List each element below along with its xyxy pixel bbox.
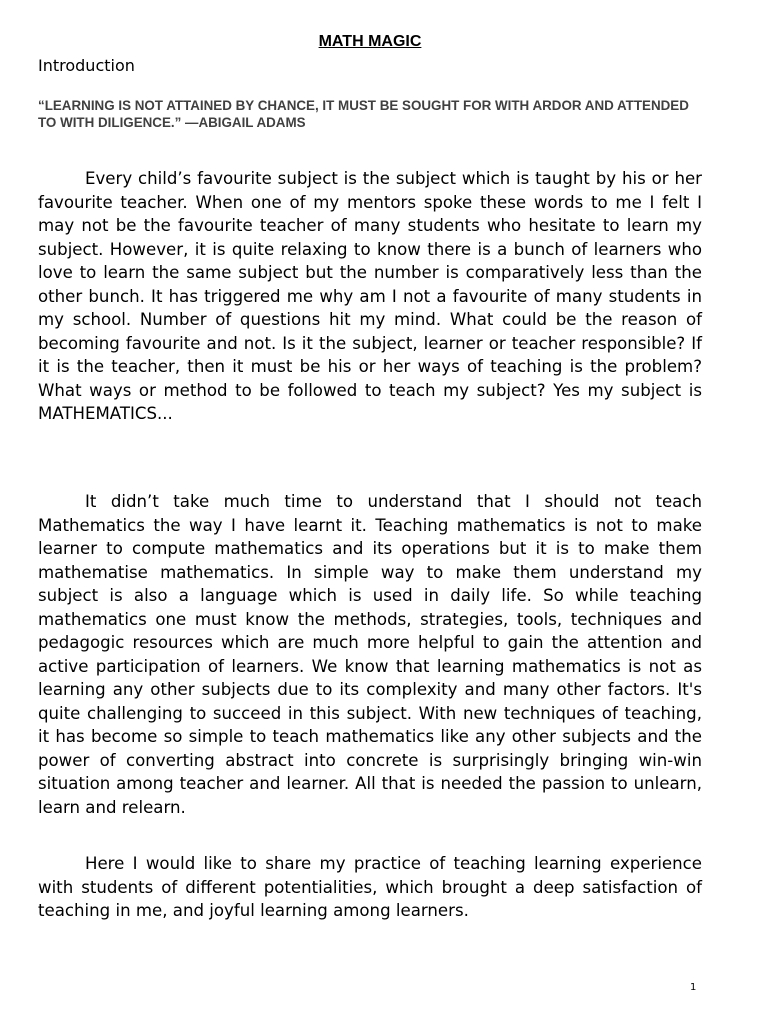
- body-paragraph-1: Every child’s favourite subject is the subject which is taught by his or her favourite teacher. When one of my mentors spoke these words to me I felt I may not be the favourite teacher of many students who hesitate to learn my subject. However, it is quite relaxing to know there is a bunch of learners who love to learn the same subject but the number is comparatively less than the other bunch. It has triggered me why am I not a favourite of many students in my school. Number of questions hit my mind. What could be the reason of becoming favourite and not. Is it the subject, learner or teacher responsible? If it is the teacher, then it must be his or her ways of teaching is the problem? What ways or method to be followed to teach my subject? Yes my subject is MATHEMATICS...: [38, 169, 702, 423]
- body-paragraph-2: It didn’t take much time to understand that I should not teach Mathematics the way I have learnt it. Teaching mathematics is not to make learner to compute mathematics and its operations but it is to make them mathematise mathematics. In simple way to make them understand my subject is also a language which is used in daily life. So while teaching mathematics one must know the methods, strategies, tools, techniques and pedagogic resources which are much more helpful to gain the attention and active participation of learners. We know that learning mathematics is not as learning any other subjects due to its complexity and many other factors. It's quite challenging to succeed in this subject. With new techniques of teaching, it has become so simple to teach mathematics like any other subjects and the power of converting abstract into concrete is surprisingly bringing win-win situation among teacher and learner. All that is needed the passion to unlearn, learn and relearn.: [38, 492, 702, 817]
- body-paragraph-3: Here I would like to share my practice of teaching learning experience with students of different potentialities, which brought a deep satisfaction of teaching in me, and joyful learning among learners.: [38, 854, 702, 920]
- page-number: 1: [690, 982, 697, 993]
- section-heading: Introduction: [38, 56, 135, 75]
- document-title: MATH MAGIC: [318, 33, 422, 50]
- epigraph-quote: “LEARNING IS NOT ATTAINED BY CHANCE, IT MUST BE SOUGHT FOR WITH ARDOR AND ATTENDED TO WITH DILIGENCE.” —ABIGAIL ADAMS: [38, 98, 689, 130]
